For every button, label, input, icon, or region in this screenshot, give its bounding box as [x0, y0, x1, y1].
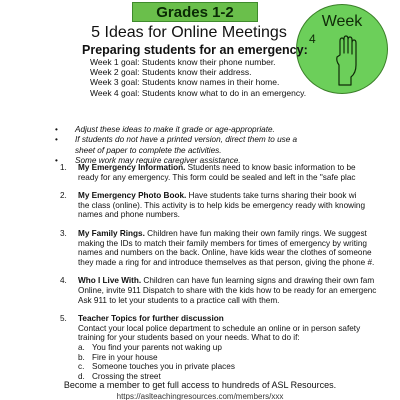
ideas-list: [60, 163, 400, 381]
idea-text: Contact your local police department to schedule an online or in person safety: [78, 323, 361, 333]
membership-link[interactable]: https://aslteachingresources.com/members/xxx: [116, 392, 284, 400]
idea-item: [60, 314, 400, 381]
weekly-goals: [90, 57, 306, 98]
idea-item: [60, 276, 400, 305]
idea-text: Students need to know basic information to be: [185, 163, 356, 172]
discussion-topics: [78, 343, 400, 381]
page-subtitle: Preparing students for an emergency:: [82, 43, 308, 57]
topic-letter: d.: [78, 371, 85, 381]
membership-cta: Become a member to get full access to hundreds of ASL Resources.: [63, 380, 337, 390]
note-item: • Some work may require caregiver assistance.: [61, 156, 297, 166]
idea-title: Who I Live With.: [78, 276, 142, 286]
week-number: 4: [309, 32, 316, 46]
idea-text: Children can have fun learning signs and drawing their own fam: [141, 276, 375, 286]
idea-item: [60, 229, 400, 267]
idea-item: [60, 163, 400, 182]
idea-number: 4.: [60, 276, 67, 286]
topic-letter: b.: [78, 352, 85, 362]
topic-text: Someone touches you in private places: [92, 362, 235, 372]
idea-number: 3.: [60, 228, 67, 238]
goal-item: Week 4 goal: Students know what to do in an emergency.: [90, 87, 307, 98]
idea-title: My Emergency Photo Book.: [78, 191, 187, 201]
idea-text: ready for any emergency. This form could be sealed and left in the "safe plac: [78, 172, 356, 182]
idea-text: Children have fun making their own family rings. We suggest: [144, 228, 367, 238]
topic-item: [78, 362, 400, 372]
topic-text: Crossing the street: [92, 371, 161, 381]
idea-title: My Family Rings.: [78, 228, 145, 238]
idea-text: names and numbers on the back. Online, have kids wear the clothes of someone: [78, 248, 372, 258]
topic-item: [78, 353, 400, 363]
idea-number: 1.: [60, 163, 67, 172]
topic-item: [78, 343, 400, 353]
idea-item: [60, 191, 400, 220]
page-title: 5 Ideas for Online Meetings: [91, 24, 287, 41]
idea-text: Ask 911 to let your students to a practice call with them.: [78, 295, 280, 305]
note-continuation: sheet of paper to complete the activities.: [75, 145, 222, 155]
week-label: Week: [321, 13, 363, 30]
hand-sign-icon: [333, 35, 359, 87]
note-item: • Adjust these ideas to make it grade or age-appropriate.: [61, 125, 297, 135]
idea-text: Have students take turns sharing their book wi: [186, 191, 357, 201]
idea-text: Online, invite 911 Dispatch to share with the kids how to be ready for an emergenc: [78, 285, 377, 295]
idea-number: 5.: [60, 314, 67, 324]
grade-level-banner: [132, 2, 258, 22]
topic-letter: a.: [78, 342, 85, 352]
note-item: • If students do not have a printed version, direct them to use a: [61, 135, 297, 145]
week-badge: [296, 4, 388, 94]
idea-number: 2.: [60, 191, 67, 201]
idea-title: My Emergency Information.: [78, 163, 186, 172]
teacher-notes: [61, 125, 297, 167]
goal-item: Week 3 goal: Students know names in their home.: [90, 77, 280, 88]
grade-label: Grades 1-2: [156, 3, 234, 21]
topic-text: Fire in your house: [92, 352, 158, 362]
goal-item: Week 1 goal: Students know their phone number.: [90, 57, 276, 67]
idea-text: names and phone numbers.: [78, 210, 180, 220]
goal-item: Week 2 goal: Students know their address.: [90, 67, 252, 78]
topic-text: You find your parents not waking up: [92, 342, 222, 352]
idea-text: the class (online). This activity is to help kids be emergency ready with knowing: [78, 200, 365, 210]
idea-title: Teacher Topics for further discussion: [78, 314, 224, 324]
topic-letter: c.: [78, 362, 85, 372]
idea-text: making the IDs to match their family members for times of emergency by writing: [78, 238, 367, 248]
idea-text: they made a ring for and introduce themselves as that person, giving the phone #.: [78, 257, 375, 267]
idea-text: training for your students based on your needs. What to do if:: [78, 333, 300, 343]
